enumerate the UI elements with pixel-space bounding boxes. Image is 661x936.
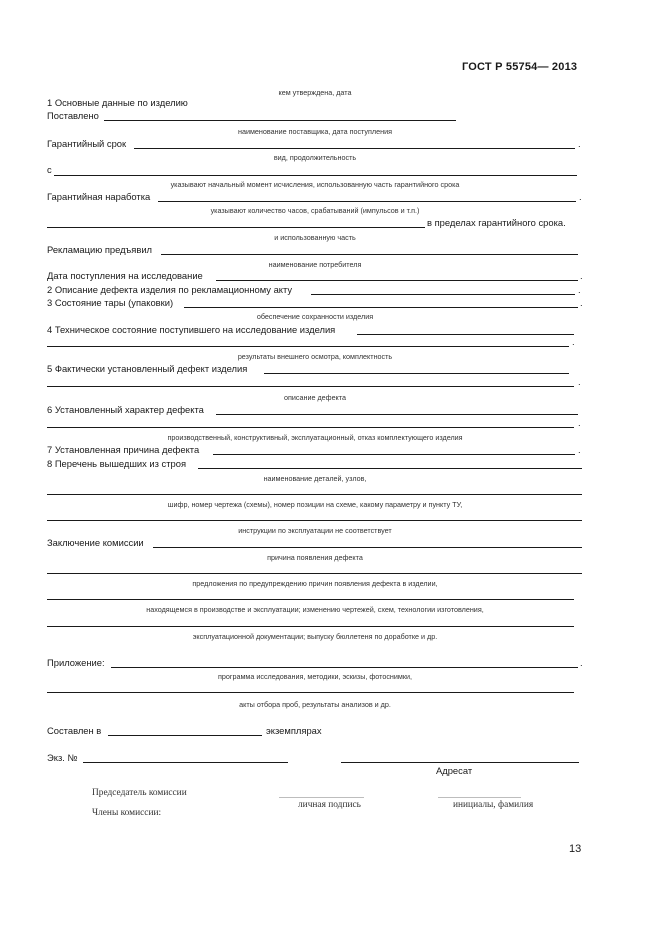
caption-nature: производственный, конструктивный, эксплуатационный, отказ комплектующего изделия — [167, 433, 463, 442]
within-term-text: в пределах гарантийного срока. — [427, 217, 566, 228]
caption-safety: обеспечение сохранности изделия — [256, 312, 374, 321]
section-3-title: 3 Состояние тары (упаковки) — [47, 297, 174, 308]
from-label: с — [47, 164, 52, 175]
caption-kind: вид, продолжительность — [273, 153, 357, 162]
copy-number-label: Экз. № — [47, 752, 78, 763]
section-8-field-2[interactable] — [47, 494, 582, 495]
dot-5: . — [580, 297, 583, 308]
dot-2: . — [579, 191, 582, 202]
section-4-field[interactable] — [357, 334, 574, 335]
dot-1: . — [578, 138, 581, 149]
dot-10: . — [580, 657, 583, 668]
section-7-title: 7 Установленная причина дефекта — [47, 444, 200, 455]
caption-supplier: наименование поставщика, дата поступления — [238, 127, 392, 136]
chairman-signature-field[interactable] — [279, 797, 364, 798]
dot-7: . — [578, 376, 581, 387]
appendix-label: Приложение: — [47, 657, 105, 668]
warranty-hours-label: Гарантийная наработка — [47, 191, 151, 202]
copy-number-field[interactable] — [83, 762, 288, 763]
caption-in-production: находящемся в производстве и эксплуатации; изменению чертежей, схем, технологии изготовления, — [146, 605, 484, 614]
warranty-hours-field[interactable] — [158, 201, 576, 202]
section-6-field[interactable] — [216, 414, 578, 415]
section-5-field-2[interactable] — [47, 386, 574, 387]
caption-cause: причина появления дефекта — [267, 553, 363, 562]
conclusion-field-2[interactable] — [47, 573, 582, 574]
section-6-title: 6 Установленный характер дефекта — [47, 404, 204, 415]
appendix-field[interactable] — [111, 667, 578, 668]
copies-label: экземплярах — [266, 725, 322, 736]
claim-by-field[interactable] — [161, 254, 578, 255]
dot-9: . — [578, 444, 581, 455]
claim-by-label: Рекламацию предъявил — [47, 244, 153, 255]
conclusion-field-4[interactable] — [47, 626, 574, 627]
doc-code: ГОСТ Р 55754— 2013 — [462, 61, 578, 73]
delivered-label: Поставлено — [47, 110, 99, 121]
warranty-term-label: Гарантийный срок — [47, 138, 127, 149]
caption-approved: кем утверждена, дата — [278, 88, 352, 97]
caption-parts: наименование деталей, узлов, — [263, 474, 367, 483]
page-number: 13 — [569, 843, 582, 855]
delivered-field[interactable] — [104, 120, 456, 121]
section-8-field[interactable] — [198, 468, 582, 469]
caption-acts: акты отбора проб, результаты анализов и др. — [239, 700, 391, 709]
caption-used: и использованную часть — [274, 233, 356, 242]
compiled-in-label: Составлен в — [47, 725, 102, 736]
caption-defect: описание дефекта — [283, 393, 346, 402]
caption-hours: указывают количество часов, срабатываний (импульсов и т.п.) — [210, 206, 420, 215]
section-3-field[interactable] — [184, 307, 578, 308]
arrival-date-field[interactable] — [216, 280, 578, 281]
hours-continuation-field[interactable] — [47, 227, 425, 228]
caption-start: указывают начальный момент исчисления, использованную часть гарантийного срока — [170, 180, 460, 189]
chairman-initials-field[interactable] — [438, 797, 521, 798]
section-2-field[interactable] — [311, 294, 575, 295]
conclusion-label: Заключение комиссии — [47, 537, 144, 548]
section-5-title: 5 Фактически установленный дефект изделия — [47, 363, 248, 374]
section-6-field-2[interactable] — [47, 427, 574, 428]
addressee-label: Адресат — [436, 765, 473, 776]
appendix-field-2[interactable] — [47, 692, 574, 693]
chairman-label: Председатель комиссии — [92, 788, 187, 798]
addressee-field[interactable] — [341, 762, 579, 763]
section-5-field[interactable] — [264, 373, 569, 374]
conclusion-field[interactable] — [153, 547, 582, 548]
caption-inspect: результаты внешнего осмотра, комплектность — [237, 352, 393, 361]
conclusion-field-3[interactable] — [47, 599, 574, 600]
copies-count-field[interactable] — [108, 735, 262, 736]
caption-code: шифр, номер чертежа (схемы), номер позиции на схеме, какому параметру и пункту ТУ, — [167, 500, 463, 509]
members-label: Члены комиссии: — [92, 808, 162, 818]
caption-consumer: наименование потребителя — [268, 260, 362, 269]
dot-8: . — [578, 417, 581, 428]
section-4-title: 4 Техническое состояние поступившего на исследование изделия — [47, 324, 336, 335]
caption-prevent: предложения по предупреждению причин появления дефекта в изделии, — [192, 579, 438, 588]
warranty-term-field[interactable] — [134, 148, 575, 149]
caption-instructions: инструкции по эксплуатации не соответствует — [238, 526, 392, 535]
caption-docs: эксплуатационной документации; выпуску бюллетеня по доработке и др. — [192, 632, 438, 641]
initials-caption: инициалы, фамилия — [453, 800, 534, 810]
section-1-title: 1 Основные данные по изделию — [47, 97, 188, 108]
caption-program: программа исследования, методики, эскизы, фотоснимки, — [217, 672, 413, 681]
dot-4: . — [578, 284, 581, 295]
arrival-date-label: Дата поступления на исследование — [47, 270, 203, 281]
from-field[interactable] — [54, 175, 577, 176]
section-7-field[interactable] — [213, 454, 575, 455]
dot-3: . — [580, 270, 583, 281]
section-8-title: 8 Перечень вышедших из строя — [47, 458, 187, 469]
dot-6: . — [572, 336, 575, 347]
section-2-title: 2 Описание дефекта изделия по рекламационному акту — [47, 284, 293, 295]
section-8-field-3[interactable] — [47, 520, 582, 521]
section-4-field-2[interactable] — [47, 346, 569, 347]
signature-caption: личная подпись — [298, 800, 361, 810]
